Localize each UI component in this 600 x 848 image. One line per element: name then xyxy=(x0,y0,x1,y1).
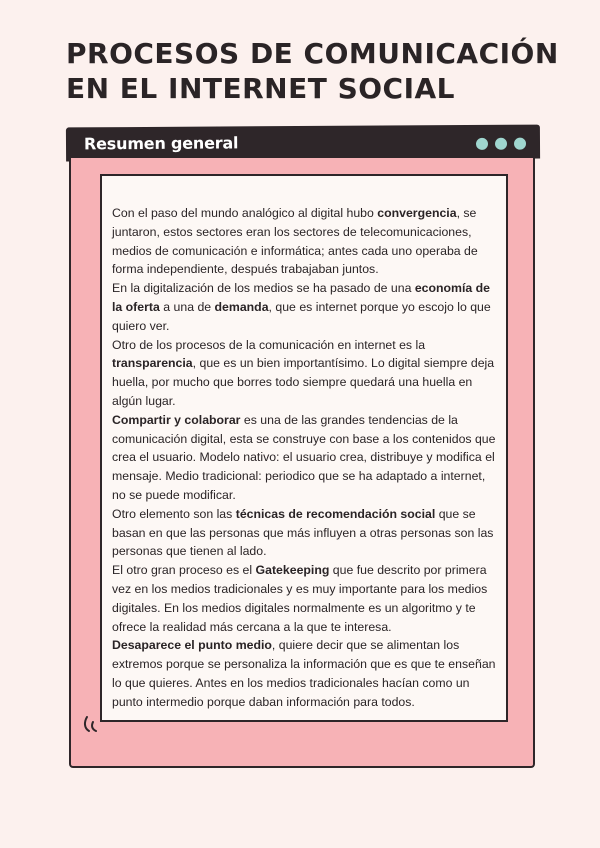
highlight-term: demanda xyxy=(214,299,269,314)
paragraph-text: En la digitalización de los medios se ha pasado de una xyxy=(112,281,415,296)
paragraph-text: a una de xyxy=(159,299,215,314)
highlight-term: técnicas de recomendación social xyxy=(235,506,436,521)
paragraph-text: es una de las grandes tendencias de la comunicación digital, esta se construye con base a los contenidos que crea el usuario. Modelo nativo: el usuario crea, distribuye y modifica el mensaje. Medio tradicional: periodico que se ha adaptado a internet, no se puede modificar. xyxy=(112,412,496,502)
paragraph-text: , que es internet porque yo escojo lo que quiero ver. xyxy=(112,299,491,333)
paragraph-text: que se basan en que las personas que más influyen a otras personas son las personas que tienen al lado. xyxy=(112,506,494,559)
paragraph-text: que fue descrito por primera vez en los medios tradicionales y es muy importante para los medios digitales. En los medios digitales normalmente es un algoritmo y te ofrece la realidad más cercana a la que te interesa. xyxy=(112,563,488,634)
window-title-bar xyxy=(66,125,540,162)
paragraph-text: Otro elemento son las xyxy=(112,506,236,521)
window-body xyxy=(69,158,535,768)
highlight-term: transparencia xyxy=(112,356,193,371)
highlight-term: Gatekeeping xyxy=(255,563,330,578)
summary-paragraph xyxy=(112,204,498,279)
summary-text xyxy=(112,204,498,712)
summary-paragraph xyxy=(112,505,498,561)
paragraph-text: Con el paso del mundo analógico al digital hubo xyxy=(112,206,378,220)
paragraph-text: Otro de los procesos de la comunicación en internet es la xyxy=(112,337,426,352)
highlight-term: Compartir y colaborar xyxy=(112,412,241,427)
summary-paragraph xyxy=(112,279,498,335)
window-title: Resumen general xyxy=(83,133,239,154)
window-dot-2[interactable] xyxy=(495,138,507,150)
squiggle-mark-icon xyxy=(81,714,103,736)
paragraph-text: , se juntaron, estos sectores eran los sectores de telecomunicaciones, medios de comunicación e informática; antes cada uno operaba de forma independiente, después trabajaban juntos. xyxy=(112,206,478,277)
highlight-term: convergencia xyxy=(377,206,457,220)
highlight-term: economía de la oferta xyxy=(112,281,491,314)
paragraph-text: El otro gran proceso es el xyxy=(112,563,256,578)
summary-paragraph xyxy=(112,411,498,505)
summary-window xyxy=(66,126,532,766)
summary-paragraph xyxy=(112,636,498,711)
page-title: PROCESOS DE COMUNICACIÓN EN EL INTERNET SOCIAL xyxy=(66,37,559,105)
summary-paragraph xyxy=(112,336,498,411)
text-card xyxy=(100,174,508,722)
window-dot-1[interactable] xyxy=(476,138,488,150)
summary-paragraph xyxy=(112,561,498,636)
highlight-term: Desaparece el punto medio xyxy=(112,638,272,653)
paragraph-text: , quiere decir que se alimentan los extremos porque se personaliza la información que es que te enseñan lo que quieres. Antes en los medios tradicionales hacían como un punto intermedio porque daban información para todos. xyxy=(112,638,496,709)
paragraph-text: , que es un bien importantísimo. Lo digital siempre deja huella, por mucho que borres todo siempre quedará una huella en algún lugar. xyxy=(112,356,495,408)
window-controls xyxy=(476,138,526,150)
window-dot-3[interactable] xyxy=(514,138,526,150)
